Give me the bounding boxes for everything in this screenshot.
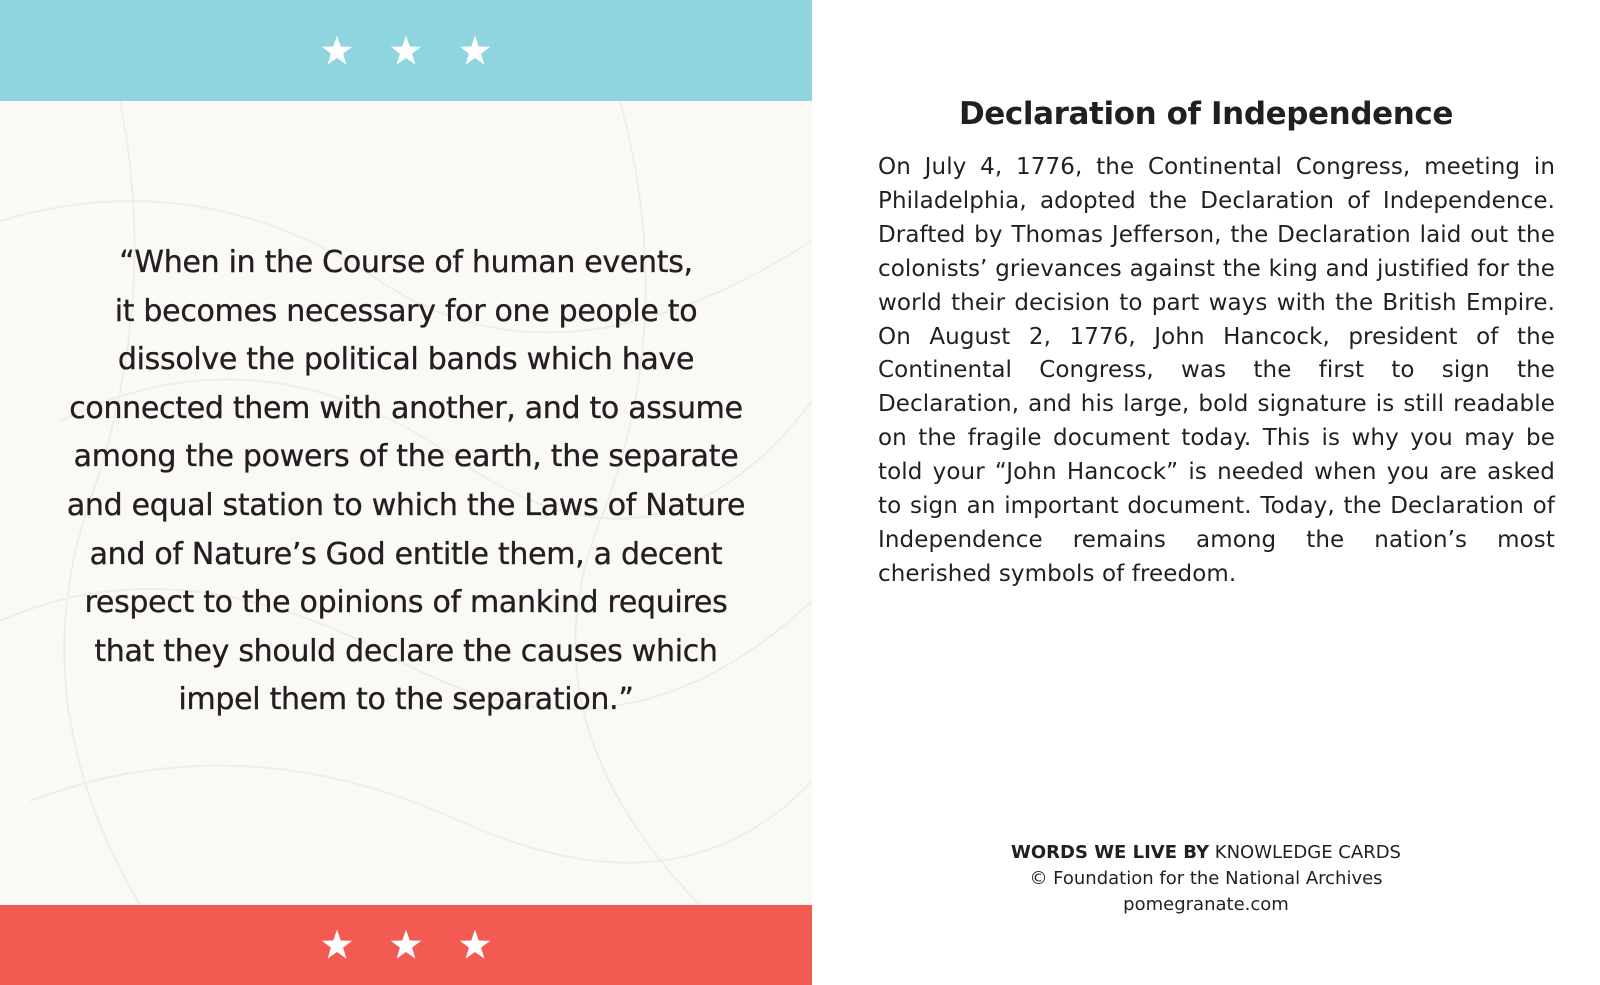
series-line (812, 840, 1600, 866)
card-back (812, 0, 1600, 985)
top-stars (321, 35, 491, 67)
star-icon (390, 35, 422, 67)
card-title: Declaration of Independence (958, 96, 1454, 132)
bottom-stars (321, 929, 491, 961)
star-icon (459, 929, 491, 961)
quote-line: dissolve the political bands which have (117, 342, 695, 378)
quote-line: “When in the Course of human events, (119, 245, 693, 280)
quote-line: it becomes necessary for one people to (114, 293, 698, 329)
quote-line: connected them with another, and to assume (69, 390, 743, 426)
star-icon (459, 35, 491, 67)
star-icon (390, 929, 422, 961)
star-icon (321, 35, 353, 67)
quote-line: respect to the opinions of mankind requires (84, 585, 728, 621)
star-icon (321, 929, 353, 961)
card-description: On July 4, 1776, the Continental Congress, meeting in Philadelphia, adopted the Declaration of Independence. Drafted by Thomas Jefferson, the Declaration laid out the colonists’ grievances against the king and justified for the world their decision to part ways with the British Empire. On August 2, 1776, John Hancock, president of the Continental Congress, was the first to sign the Declaration, and his large, bold signature is still readable on the fragile document today. This is why you may be told your “John Hancock” is needed when you are asked to sign an important document. Today, the Declaration of Independence remains among the nation’s most cherished symbols of freedom. (878, 154, 1555, 587)
website-line: pomegranate.com (1123, 894, 1289, 915)
quote-line: among the powers of the earth, the separate (73, 439, 739, 475)
quote-line: that they should declare the causes which (94, 633, 718, 669)
declaration-quote (40, 239, 772, 725)
top-blue-band (0, 0, 812, 101)
quote-line: impel them to the separation.” (178, 682, 634, 718)
series-name: WORDS WE LIVE BY (1011, 842, 1210, 863)
card-footer (812, 840, 1600, 918)
quote-line: and of Nature’s God entitle them, a decent (89, 536, 723, 572)
series-suffix: KNOWLEDGE CARDS (1209, 842, 1401, 863)
quote-line: and equal station to which the Laws of Nature (66, 487, 746, 523)
copyright-line: © Foundation for the National Archives (1029, 868, 1383, 889)
bottom-red-band (0, 905, 812, 985)
